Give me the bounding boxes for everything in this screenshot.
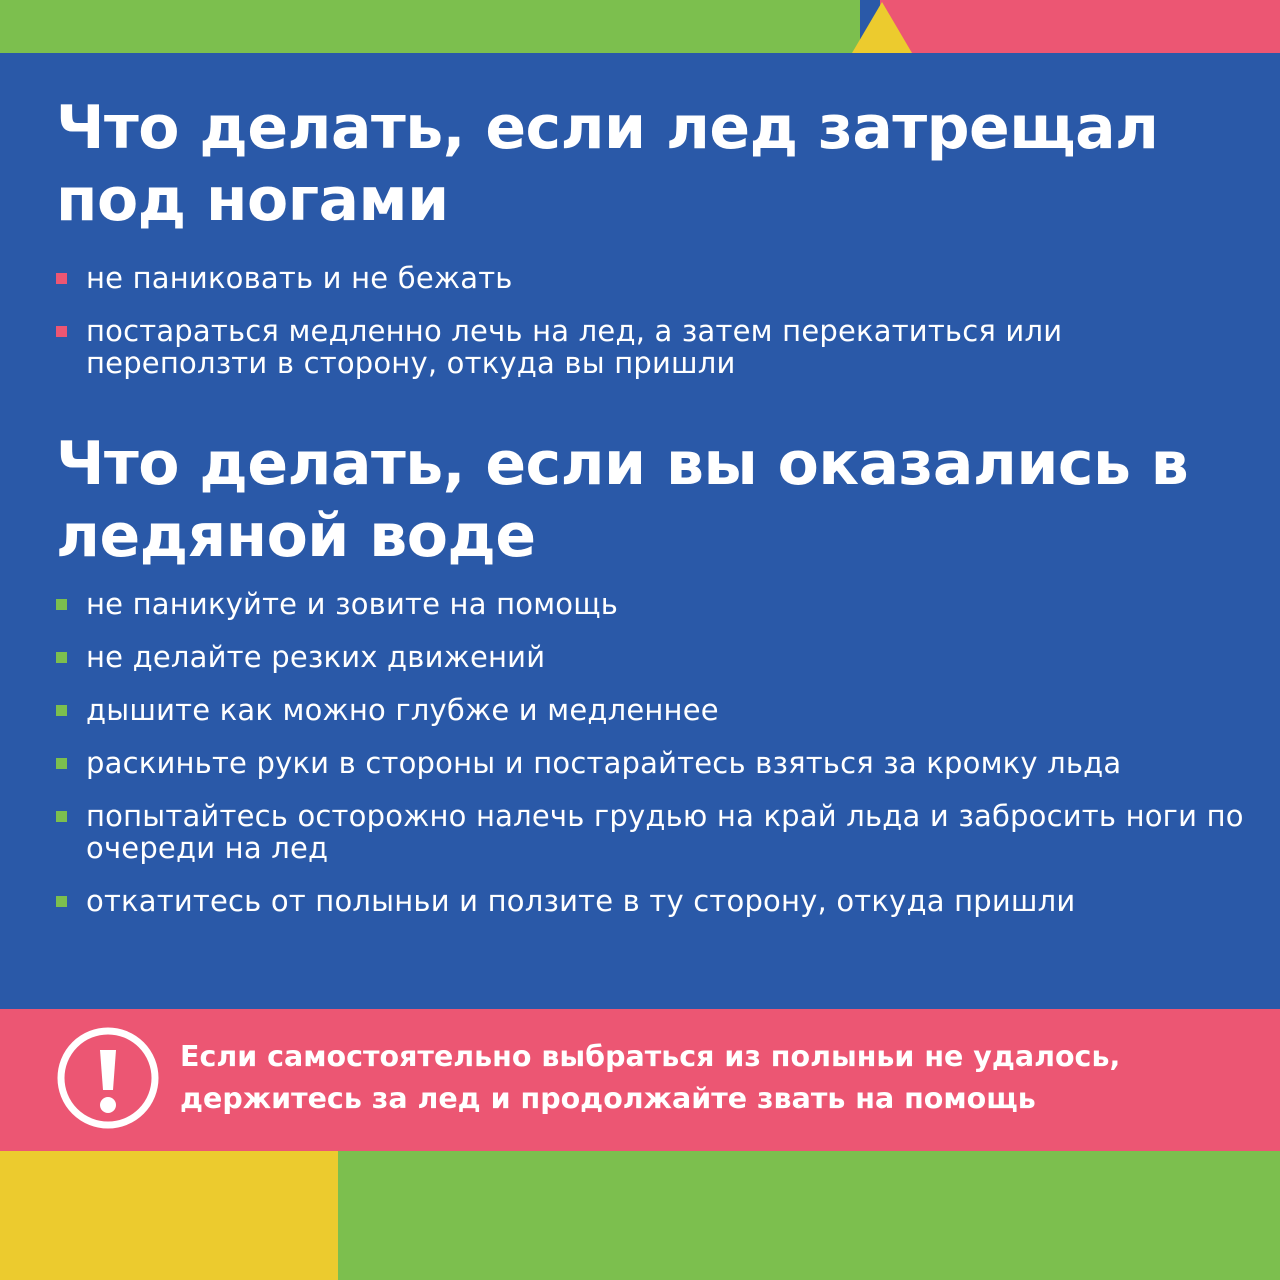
green-bullet <box>56 652 67 663</box>
list-item-text: откатитесь от полыньи и ползите в ту сторону, откуда пришли <box>86 884 1076 918</box>
list-item-text: не паниковать и не бежать <box>86 261 513 295</box>
list-item-text: попытайтесь осторожно налечь грудью на край льда и забросить ноги по очереди на лед <box>86 799 1244 865</box>
list-item <box>56 747 1246 779</box>
pink-bullet <box>56 273 67 284</box>
bottom-yellow-block <box>0 1151 338 1280</box>
list-icy-water <box>56 588 1246 938</box>
green-bullet <box>56 811 67 822</box>
green-bullet <box>56 896 67 907</box>
heading-ice-cracking: Что делать, если лед затрещал под ногами <box>56 93 1159 235</box>
list-item-text: не делайте резких движений <box>86 640 546 674</box>
green-bullet <box>56 758 67 769</box>
heading-icy-water: Что делать, если вы оказались в ледяной воде <box>56 429 1189 571</box>
green-bullet <box>56 599 67 610</box>
list-item <box>56 800 1246 864</box>
list-item-text: раскиньте руки в стороны и постарайтесь взяться за кромку льда <box>86 746 1122 780</box>
exclamation-icon <box>56 1026 160 1130</box>
list-item <box>56 262 1246 294</box>
bottom-green-block <box>338 1151 1280 1280</box>
list-item-text: постараться медленно лечь на лед, а затем перекатиться или переползти в сторону, откуда вы пришли <box>86 314 1063 380</box>
list-item-text: не паникуйте и зовите на помощь <box>86 587 619 621</box>
top-green-strip <box>0 0 860 53</box>
green-bullet <box>56 705 67 716</box>
warning-text: Если самостоятельно выбраться из полыньи не удалось, держитесь за лед и продолжайте звать на помощь <box>180 1040 1121 1115</box>
list-item <box>56 588 1246 620</box>
list-item <box>56 694 1246 726</box>
list-ice-cracking <box>56 262 1246 400</box>
list-item <box>56 885 1246 917</box>
top-pink-strip <box>880 0 1280 53</box>
list-item <box>56 315 1246 379</box>
yellow-triangle-decoration <box>850 0 914 53</box>
list-item <box>56 641 1246 673</box>
pink-bullet <box>56 326 67 337</box>
list-item-text: дышите как можно глубже и медленнее <box>86 693 719 727</box>
